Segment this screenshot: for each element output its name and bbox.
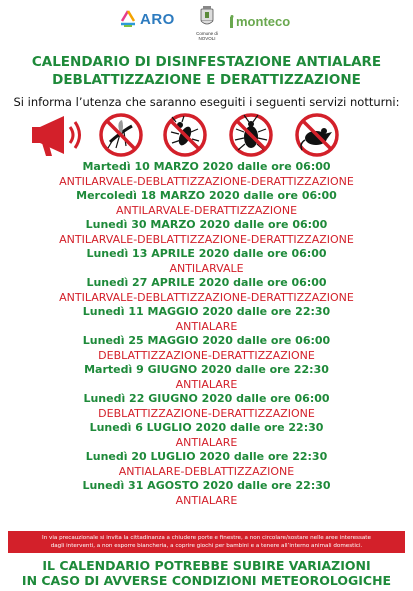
schedule-service: ANTILARVALE-DEBLATTIZZAZIONE-DERATTIZZAZIONE [59,174,354,188]
schedule-date: Martedì 9 GIUGNO 2020 dalle ore 22:30 [84,363,329,376]
schedule-entry [0,160,413,189]
schedule-entry [0,218,413,247]
schedule-date: Mercoledì 18 MARZO 2020 dalle ore 06:00 [76,189,337,202]
recycle-icon [118,10,138,28]
schedule-entry [0,450,413,479]
schedule-date: Lunedì 20 LUGLIO 2020 dalle ore 22:30 [85,450,328,463]
schedule-service: ANTIALARE [175,319,238,333]
notice-line2: dagli interventi, a non esporre biancheria, a coprire giochi per bambini e a tenere all’interno animali domestici. [50,543,363,549]
aro-logo-text: ARO [140,10,175,28]
schedule-entry [0,305,413,334]
schedule-entry [0,392,413,421]
monteco-logo-text: monteco [236,14,291,29]
schedule-date: Martedì 10 MARZO 2020 dalle ore 06:00 [82,160,331,173]
notice-line1: In via precauzionale si invita la cittadinanza a chiudere porte e finestre, a non circolare/sostare nelle aree interessate [42,535,371,541]
aro-logo [118,10,175,28]
schedule-entry [0,334,413,363]
schedule-date: Lunedì 6 LUGLIO 2020 dalle ore 22:30 [89,421,324,434]
logo-bar [0,6,413,46]
schedule-entry [0,479,413,508]
schedule-entry [0,189,413,218]
monteco-logo [228,14,290,29]
schedule-entry [0,247,413,276]
schedule-service: ANTILARVALE-DERATTIZZAZIONE [115,203,298,217]
schedule-service: ANTIALARE [175,377,238,391]
schedule-entry [0,276,413,305]
comune-label: Comune di [196,31,218,36]
crest-icon [200,6,214,26]
larva-icon [162,112,208,158]
schedule-date: Lunedì 27 APRILE 2020 dalle ore 06:00 [86,276,327,289]
schedule-service: ANTILARVALE-DEBLATTIZZAZIONE-DERATTIZZAZIONE [59,232,354,246]
precaution-notice [8,531,405,553]
comune-crest [187,6,227,41]
weather-warning-line2: IN CASO DI AVVERSE CONDIZIONI METEOROLOGICHE [21,573,392,588]
page-title-line2: DEBLATTIZZAZIONE E DERATTIZZAZIONE [52,72,361,88]
schedule-service: ANTILARVALE-DEBLATTIZZAZIONE-DERATTIZZAZIONE [59,290,354,304]
intro-text: Si informa l’utenza che saranno eseguiti i seguenti servizi notturni: [13,95,400,109]
service-icons [28,112,388,160]
rat-icon [294,112,340,158]
schedule-date: Lunedì 31 AGOSTO 2020 dalle ore 22:30 [82,479,331,492]
schedule-service: ANTILARVALE [169,261,244,275]
leaf-icon [228,15,236,29]
schedule-date: Lunedì 11 MAGGIO 2020 dalle ore 22:30 [82,305,331,318]
page-title-line1: CALENDARIO DI DISINFESTAZIONE ANTIALARE [31,54,382,70]
schedule-service: DEBLATTIZZAZIONE-DERATTIZZAZIONE [98,406,315,420]
schedule-service: ANTIALARE-DEBLATTIZZAZIONE [118,464,295,478]
megaphone-icon [30,112,86,158]
schedule-entry [0,421,413,450]
weather-warning-line1: IL CALENDARIO POTREBBE SUBIRE VARIAZIONI [42,558,371,573]
comune-name: NOVOLI [198,36,216,41]
schedule-list [0,160,413,508]
schedule-date: Lunedì 13 APRILE 2020 dalle ore 06:00 [86,247,327,260]
schedule-date: Lunedì 25 MAGGIO 2020 dalle ore 06:00 [82,334,331,347]
cockroach-icon [228,112,274,158]
schedule-date: Lunedì 30 MARZO 2020 dalle ore 06:00 [85,218,328,231]
schedule-date: Lunedì 22 GIUGNO 2020 dalle ore 06:00 [83,392,330,405]
schedule-service: ANTIALARE [175,435,238,449]
schedule-entry [0,363,413,392]
schedule-service: DEBLATTIZZAZIONE-DERATTIZZAZIONE [98,348,315,362]
mosquito-icon [98,112,144,158]
schedule-service: ANTIALARE [175,493,238,507]
